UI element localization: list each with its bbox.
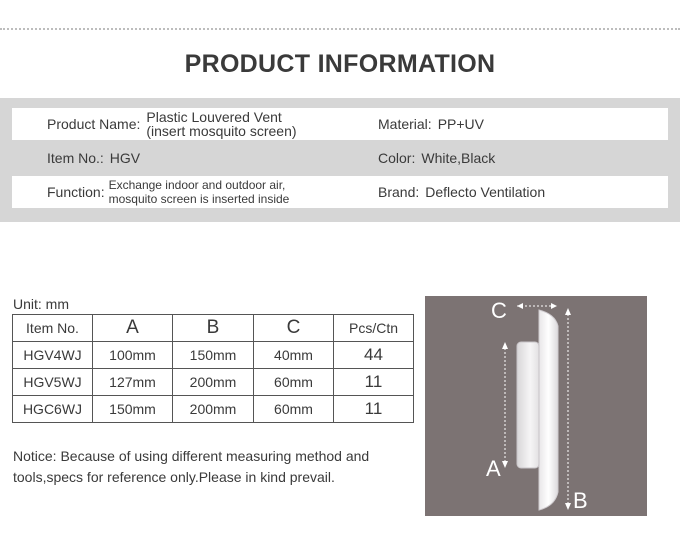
cell-item-no: HGV5WJ <box>13 369 93 396</box>
vent-side-view-graphic <box>425 296 647 516</box>
cell-item-no: HGV4WJ <box>13 342 93 369</box>
arrow-head-a-top <box>502 342 508 349</box>
dotted-divider <box>0 28 680 30</box>
arrow-head-c-right <box>551 303 557 309</box>
unit-label: Unit: mm <box>13 296 69 312</box>
material-label: Material: <box>378 116 432 132</box>
item-no-value: HGV <box>109 150 141 166</box>
material-value: PP+UV <box>437 116 484 132</box>
cell-c: 60mm <box>254 369 334 396</box>
item-no-field <box>47 143 140 173</box>
cell-pcs: 11 <box>334 396 414 423</box>
cell-a: 100mm <box>93 342 173 369</box>
arrow-head-c-left <box>517 303 523 309</box>
header-a: A <box>93 315 173 342</box>
product-name-label: Product Name: <box>47 116 141 132</box>
label-a: A <box>486 456 501 481</box>
cell-item-no: HGC6WJ <box>13 396 93 423</box>
vent-duct-shape <box>517 342 539 468</box>
header-b: B <box>173 315 254 342</box>
color-field <box>378 143 495 173</box>
cell-c: 60mm <box>254 396 334 423</box>
function-label: Function: <box>47 184 105 200</box>
header-pcs-ctn: Pcs/Ctn <box>334 315 414 342</box>
spec-table <box>12 314 414 423</box>
product-dimension-diagram <box>425 296 647 516</box>
label-b: B <box>573 488 588 513</box>
function-field <box>47 176 289 208</box>
product-name-value <box>146 110 296 138</box>
function-value <box>109 178 290 206</box>
arrow-head-a-bottom <box>502 461 508 468</box>
cell-b: 150mm <box>173 342 254 369</box>
spec-table-header <box>13 315 414 342</box>
vent-plate-shape <box>539 310 558 510</box>
table-row <box>13 369 414 396</box>
cell-b: 200mm <box>173 369 254 396</box>
arrow-head-b-bottom <box>565 503 571 510</box>
page-title: PRODUCT INFORMATION <box>184 50 496 78</box>
arrow-head-b-top <box>565 308 571 315</box>
item-no-label: Item No.: <box>47 150 104 166</box>
table-row <box>13 396 414 423</box>
product-name-line1: Plastic Louvered Vent <box>146 109 282 125</box>
product-name-line2: (insert mosquito screen) <box>146 123 297 139</box>
notice-text: Notice: Because of using different measuring method and tools,specs for reference only.Please in kind prevail. <box>13 448 370 485</box>
brand-label: Brand: <box>378 184 420 200</box>
cell-a: 127mm <box>93 369 173 396</box>
header-item-no: Item No. <box>13 315 93 342</box>
cell-pcs: 44 <box>334 342 414 369</box>
brand-value: Deflecto Ventilation <box>425 184 546 200</box>
color-label: Color: <box>378 150 416 166</box>
material-field <box>378 108 484 140</box>
brand-field <box>378 176 545 208</box>
cell-pcs: 11 <box>334 369 414 396</box>
cell-a: 150mm <box>93 396 173 423</box>
info-row-function <box>12 176 668 208</box>
function-line2: mosquito screen is inserted inside <box>108 192 290 206</box>
label-c: C <box>491 298 507 323</box>
cell-c: 40mm <box>254 342 334 369</box>
product-name-field <box>47 108 297 140</box>
info-row-item-no <box>12 143 668 173</box>
function-line1: Exchange indoor and outdoor air, <box>108 178 286 192</box>
color-value: White,Black <box>421 150 496 166</box>
header-c: C <box>254 315 334 342</box>
cell-b: 200mm <box>173 396 254 423</box>
table-row <box>13 342 414 369</box>
info-row-product-name <box>12 108 668 140</box>
product-info-panel <box>0 98 680 222</box>
